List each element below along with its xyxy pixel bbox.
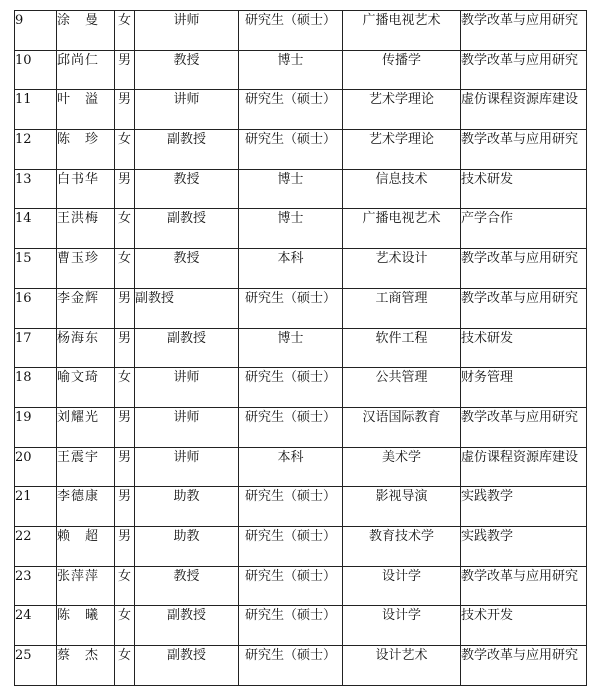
member-title: 讲师 xyxy=(135,90,239,130)
table-row xyxy=(15,368,587,408)
member-gender: 男 xyxy=(115,447,135,487)
member-work-area: 虚仿课程资源库建设 xyxy=(461,90,587,130)
member-degree: 研究生（硕士） xyxy=(239,526,343,566)
member-title: 助教 xyxy=(135,487,239,527)
member-gender: 女 xyxy=(115,209,135,249)
member-title: 副教授 xyxy=(135,209,239,249)
member-major: 美术学 xyxy=(343,447,461,487)
member-title: 副教授 xyxy=(135,328,239,368)
member-work-area: 教学改革与应用研究 xyxy=(461,130,587,170)
table-row xyxy=(15,11,587,51)
member-degree: 本科 xyxy=(239,249,343,289)
row-number: 18 xyxy=(15,368,57,408)
row-number: 11 xyxy=(15,90,57,130)
member-degree: 博士 xyxy=(239,169,343,209)
member-title: 教授 xyxy=(135,249,239,289)
member-name: 蔡 杰 xyxy=(57,646,115,686)
member-major: 汉语国际教育 xyxy=(343,407,461,447)
member-gender: 男 xyxy=(115,50,135,90)
member-gender: 女 xyxy=(115,368,135,408)
member-work-area: 教学改革与应用研究 xyxy=(461,646,587,686)
member-degree: 研究生（硕士） xyxy=(239,646,343,686)
member-title: 副教授 xyxy=(135,130,239,170)
member-major: 设计学 xyxy=(343,566,461,606)
member-name: 曹玉珍 xyxy=(57,249,115,289)
member-major: 教育技术学 xyxy=(343,526,461,566)
member-major: 设计艺术 xyxy=(343,646,461,686)
member-gender: 女 xyxy=(115,566,135,606)
member-name: 李金辉 xyxy=(57,288,115,328)
member-major: 信息技术 xyxy=(343,169,461,209)
table-row xyxy=(15,288,587,328)
table-row xyxy=(15,566,587,606)
member-major: 艺术学理论 xyxy=(343,90,461,130)
member-work-area: 产学合作 xyxy=(461,209,587,249)
member-name: 白书华 xyxy=(57,169,115,209)
row-number: 19 xyxy=(15,407,57,447)
table-row xyxy=(15,90,587,130)
member-name: 涂 曼 xyxy=(57,11,115,51)
table-row xyxy=(15,130,587,170)
member-major: 软件工程 xyxy=(343,328,461,368)
member-degree: 研究生（硕士） xyxy=(239,407,343,447)
member-work-area: 财务管理 xyxy=(461,368,587,408)
member-name: 陈 曦 xyxy=(57,606,115,646)
member-gender: 男 xyxy=(115,328,135,368)
table-body xyxy=(15,11,587,686)
member-work-area: 技术研发 xyxy=(461,328,587,368)
table-row xyxy=(15,169,587,209)
member-name: 喻文琦 xyxy=(57,368,115,408)
member-gender: 男 xyxy=(115,407,135,447)
faculty-table xyxy=(14,10,587,686)
member-degree: 博士 xyxy=(239,328,343,368)
member-major: 艺术学理论 xyxy=(343,130,461,170)
table-row xyxy=(15,50,587,90)
member-degree: 研究生（硕士） xyxy=(239,566,343,606)
member-degree: 研究生（硕士） xyxy=(239,368,343,408)
member-name: 邱尚仁 xyxy=(57,50,115,90)
row-number: 25 xyxy=(15,646,57,686)
member-gender: 男 xyxy=(115,487,135,527)
member-work-area: 实践教学 xyxy=(461,487,587,527)
row-number: 21 xyxy=(15,487,57,527)
member-degree: 研究生（硕士） xyxy=(239,487,343,527)
member-work-area: 教学改革与应用研究 xyxy=(461,50,587,90)
member-name: 王洪梅 xyxy=(57,209,115,249)
row-number: 23 xyxy=(15,566,57,606)
member-degree: 研究生（硕士） xyxy=(239,288,343,328)
member-gender: 女 xyxy=(115,249,135,289)
member-gender: 男 xyxy=(115,288,135,328)
member-work-area: 教学改革与应用研究 xyxy=(461,566,587,606)
table-row xyxy=(15,328,587,368)
member-degree: 本科 xyxy=(239,447,343,487)
row-number: 22 xyxy=(15,526,57,566)
member-major: 传播学 xyxy=(343,50,461,90)
member-work-area: 教学改革与应用研究 xyxy=(461,288,587,328)
table-row xyxy=(15,209,587,249)
table-row xyxy=(15,606,587,646)
table-row xyxy=(15,646,587,686)
member-gender: 女 xyxy=(115,646,135,686)
member-name: 王震宇 xyxy=(57,447,115,487)
member-title: 讲师 xyxy=(135,447,239,487)
table-row xyxy=(15,526,587,566)
member-work-area: 技术开发 xyxy=(461,606,587,646)
table-row xyxy=(15,249,587,289)
table-row xyxy=(15,487,587,527)
member-work-area: 教学改革与应用研究 xyxy=(461,407,587,447)
member-title: 副教授 xyxy=(135,646,239,686)
member-gender: 女 xyxy=(115,606,135,646)
member-degree: 研究生（硕士） xyxy=(239,90,343,130)
member-major: 公共管理 xyxy=(343,368,461,408)
member-title: 助教 xyxy=(135,526,239,566)
member-degree: 研究生（硕士） xyxy=(239,130,343,170)
row-number: 15 xyxy=(15,249,57,289)
member-major: 广播电视艺术 xyxy=(343,209,461,249)
member-title: 教授 xyxy=(135,566,239,606)
row-number: 12 xyxy=(15,130,57,170)
member-name: 陈 珍 xyxy=(57,130,115,170)
member-gender: 男 xyxy=(115,169,135,209)
member-work-area: 教学改革与应用研究 xyxy=(461,249,587,289)
member-major: 工商管理 xyxy=(343,288,461,328)
member-title: 讲师 xyxy=(135,11,239,51)
member-name: 张萍萍 xyxy=(57,566,115,606)
member-name: 叶 溢 xyxy=(57,90,115,130)
row-number: 14 xyxy=(15,209,57,249)
member-work-area: 技术研发 xyxy=(461,169,587,209)
row-number: 10 xyxy=(15,50,57,90)
member-work-area: 虚仿课程资源库建设 xyxy=(461,447,587,487)
row-number: 9 xyxy=(15,11,57,51)
member-name: 杨海东 xyxy=(57,328,115,368)
row-number: 17 xyxy=(15,328,57,368)
row-number: 20 xyxy=(15,447,57,487)
member-degree: 博士 xyxy=(239,50,343,90)
member-major: 广播电视艺术 xyxy=(343,11,461,51)
member-name: 赖 超 xyxy=(57,526,115,566)
member-work-area: 教学改革与应用研究 xyxy=(461,11,587,51)
member-title: 副教授 xyxy=(135,606,239,646)
member-major: 设计学 xyxy=(343,606,461,646)
member-degree: 研究生（硕士） xyxy=(239,11,343,51)
member-gender: 女 xyxy=(115,11,135,51)
table-row xyxy=(15,407,587,447)
member-gender: 男 xyxy=(115,526,135,566)
member-title: 讲师 xyxy=(135,368,239,408)
member-gender: 女 xyxy=(115,130,135,170)
member-title: 教授 xyxy=(135,50,239,90)
member-major: 影视导演 xyxy=(343,487,461,527)
member-name: 李德康 xyxy=(57,487,115,527)
row-number: 24 xyxy=(15,606,57,646)
member-gender: 男 xyxy=(115,90,135,130)
member-title: 副教授 xyxy=(135,288,239,328)
member-major: 艺术设计 xyxy=(343,249,461,289)
member-title: 教授 xyxy=(135,169,239,209)
member-title: 讲师 xyxy=(135,407,239,447)
member-name: 刘耀光 xyxy=(57,407,115,447)
row-number: 16 xyxy=(15,288,57,328)
member-work-area: 实践教学 xyxy=(461,526,587,566)
member-degree: 博士 xyxy=(239,209,343,249)
table-row xyxy=(15,447,587,487)
member-degree: 研究生（硕士） xyxy=(239,606,343,646)
row-number: 13 xyxy=(15,169,57,209)
